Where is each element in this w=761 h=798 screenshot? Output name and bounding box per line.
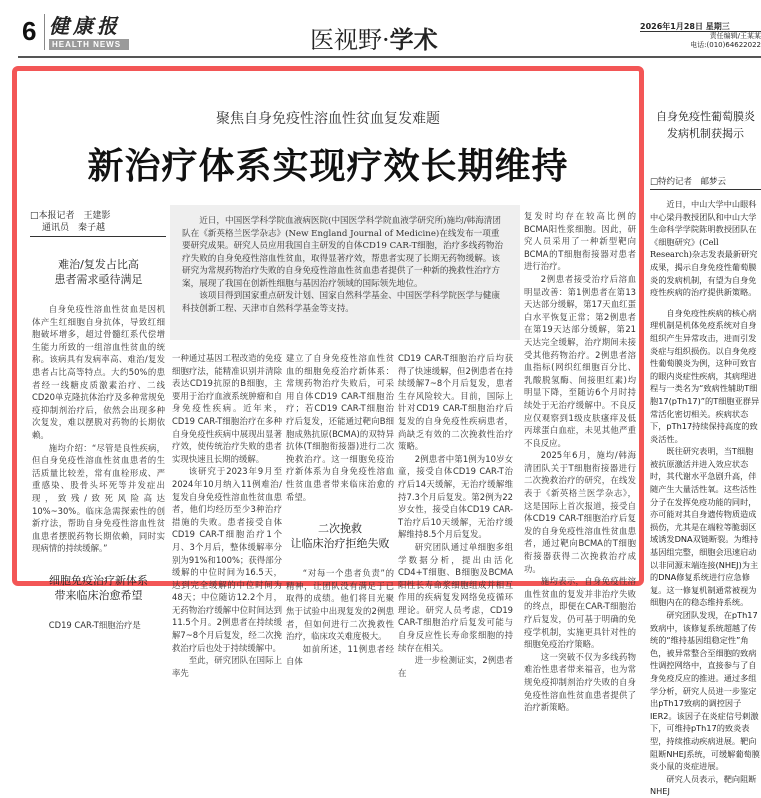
section-sub: 学术 (389, 26, 438, 54)
paragraph: 研究团队发现，在pTh17致病中，该修复系统超越了传统的“维持基因组稳定性”角色，被异常整合至细胞的致病性调控网络中，直接参与了自身免疫反应的推进。通过多组学分析，研究人员进一步鉴定出pTh17致病的调控因子IER2。该因子在炎症信号刺激下，可维持pTh17的致炎表型，持续推动疾病进展。靶向阻断NHEJ系统，可缓解葡萄膜炎小鼠的炎症进展。 (650, 610, 760, 772)
sidebar-body (650, 307, 761, 798)
article-headline: 新治疗体系实现疗效长期维持 (87, 146, 569, 187)
article-byline (30, 210, 166, 237)
newspaper-logo (44, 14, 128, 50)
sidebar-article (650, 108, 761, 798)
paragraph: 施均表示，自身免疫性溶血性贫血的复发并非治疗失败的终点，即便在CAR-T细胞治疗后复发，仍可基于明确的免疫学机制，实施更具针对性的细胞免疫治疗策略。 (524, 576, 636, 650)
paragraph: “对每一个患者负责”的精神，让团队没有满足于已取得的成绩。他们将目光聚焦于试验中出现复发的2例患者，但如何进行二次挽救性治疗，临床攻关难度极大。 (286, 568, 394, 642)
paragraph: 施均介绍：“尽管是良性疾病，但自身免疫性溶血性贫血患者的生活质量比较差，常有血栓形成、严重感染、股骨头坏死等并发症出现，致残/致死风险高达10%~30%。临床急需探索性的创新疗法，帮助自身免疫性溶血性贫血患者摆脱药物长期依赖，同时实现病情的持续缓解。” (32, 442, 165, 554)
paragraph: 2例患者中第1例为10岁女童，接受自体CD19 CAR-T治疗后14天缓解，无治疗缓解维持7.3个月后复发。第2例为22岁女性，接受自体CD19 CAR-T治疗后10天缓解，无治疗缓解维持8.5个月后复发。 (398, 453, 513, 540)
paragraph: 研究人员表示，靶向阻断NHEJ (650, 773, 757, 797)
section-name: 医视野 (310, 26, 382, 54)
paragraph: CD19 CAR-T细胞治疗是 (48, 619, 141, 630)
paragraph: 这一突破不仅为多线药物难治性患者带来福音，也为常规免疫抑制剂治疗失败的自身免疫性溶血性贫血患者提供了治疗新策略。 (524, 651, 636, 713)
paragraph: 既往研究表明，当T细胞被抗原激活并进入效应状态时，其代谢水平急剧升高，伴随产生大量活性氧。这些活性分子在发挥免疫功能的同时，亦可能对其自身遗传物质造成损伤，尤其是在端粒等脆弱区域诱发DNA双链断裂。为维持基因组完整，细胞会迅速启动以非同源末端连接(NHEJ)为主的DNA修复系统进行应急修复。这一修复机制通常被视为细胞内在的稳态维持系统。 (650, 446, 759, 608)
summary-paragraph: 近日，中国医学科学院血液病医院(中国医学科学院血液学研究所)施均/韩海清团队在《新英格兰医学杂志》(New England Journal of Medicine)在线发布一项重要研究成果。研究人员应用我国自主研发的自体CD19 CAR-T细胞，治疗多线药物治疗失败的自身免疫性溶血性贫血，取得显著疗效，帮患者实现了长期无药物缓解。该研究为常规药物治疗失败的自身免疫性溶血性贫血患者提供了一种新的挽救性治疗方案，展现了我国在创新性细胞与基因治疗领域的国际领先地位。 (182, 216, 504, 289)
paragraph: 复发时均存在较高比例的BCMA阳性浆细胞。因此，研究人员采用了一种新型靶向BCMA的T细胞衔接器对患者进行治疗。 (524, 211, 636, 272)
phone: 电话:(010)64622022 (690, 41, 761, 49)
paragraph: CD19 CAR-T细胞治疗后均获得了快速缓解，但2例患者在持续缓解7~8个月后复发，患者生存风险较大。目前，国际上针对CD19 CAR-T细胞治疗后复发的自身免疫性疾病患者，尚缺乏有效的二次挽救性治疗策略。 (398, 353, 513, 452)
subheading: 难治/复发占比高 患者需求亟待满足 (54, 258, 143, 286)
paragraph: 2025年6月，施均/韩海清团队关于T细胞衔接器进行二次挽救治疗的研究，在线发表于《新英格兰医学杂志》，这是国际上首次报道，接受自体CD19 CAR-T细胞治疗后复发的自身免疫性溶血性贫血患者，通过靶向BCMA的T细胞衔接器获得二次挽救治疗成功。 (524, 450, 636, 574)
article-summary (170, 205, 520, 340)
article-column-2 (172, 352, 282, 679)
byline-reporter: □本报记者 王建影 (30, 211, 111, 221)
logo-en: HEALTH NEWS (49, 39, 129, 50)
paragraph: 建立了自身免疫性溶血性贫血的细胞免疫治疗新体系：常规药物治疗失败后，可采用自体CD19 CAR-T细胞治疗；若CD19 CAR-T细胞治疗后复发，还能通过靶向B细胞成熟抗原(BCMA)的双特异抗体(T细胞衔接器)进行二次挽救治疗。这一细胞免疫治疗新体系为自身免疫性溶血性贫血患者带来临床治愈的希望。 (286, 353, 394, 502)
sidebar-lead (650, 198, 761, 299)
issue-date: 2026年1月28日 星期三 (640, 22, 761, 32)
subheading: 二次挽救 让临床治疗拒绝失败 (290, 522, 390, 551)
article-kicker: 聚焦自身免疫性溶血性贫血复发难题 (216, 111, 440, 127)
paragraph: 进一步检测证实，2例患者在 (398, 655, 513, 678)
paragraph: 自身免疫性疾病的核心病理机制是机体免疫系统对自身组织产生异常攻击，进而引发炎症与组织损伤。以自身免疫性葡萄膜炎为例，这种可致盲的眼内炎症性疾病，其病理进程与一类名为“致病性辅助T细胞17(pTh17)”的T细胞亚群异常活化密切相关。疾病状态下，pTh17持续保持高度的致炎活性。 (650, 307, 760, 444)
section-title (310, 20, 438, 55)
logo-cn: 健康报 (49, 14, 121, 38)
article-column-4 (398, 352, 513, 679)
byline-correspondent: 通讯员 秦子越 (42, 223, 106, 233)
date-block (640, 22, 761, 50)
editor: 责任编辑/王某某 (709, 32, 761, 40)
article-column-1 (32, 245, 165, 631)
paragraph: 该研究于2023年9月至2024年10月纳入11例难治/复发自身免疫性溶血性贫血患者，他们均经历至少3种治疗措施的失败。患者接受自体CD19 CAR-T细胞治疗1个月、3个月后，整体缓解率分别为91%和100%；获得部分缓解的中位时间为16.5天，达到完全缓解的中位时间为48天；中位随访12.2个月，无药物治疗缓解中位时间达到11.5个月。2例患者在持续缓解7~8个月后复发，经二次挽救治疗后也处于持续缓解中。 (172, 466, 282, 653)
subheading: 细胞免疫治疗新体系 带来临床治愈希望 (49, 573, 148, 602)
lead-paragraph: 近日，中山大学中山眼科中心梁丹教授团队和中山大学生命科学学院陈明教授团队在《细胞研究》(Cell Research)杂志发表最新研究成果，揭示自身免疫性葡萄膜炎的发病机制，有望为自身免疫性疾病的治疗提供新策略。 (650, 199, 758, 298)
sidebar-byline: □特约记者 邮梦云 (650, 176, 761, 190)
paragraph: 研究团队通过单细胞多组学数据分析，提出由活化CD4+T细胞、B细胞及BCMA阳性长寿命浆细胞组成并相互作用的疾病复发网络免疫循环理论。研究人员考虑，CD19 CAR-T细胞治疗后复发可能与自身反应性长寿命浆细胞的持续存在相关。 (398, 541, 513, 653)
paragraph: 至此，研究团队在国际上率先 (172, 655, 282, 678)
summary-paragraph: 该项目得到国家重点研发计划、国家自然科学基金、中国医学科学院医学与健康科技创新工程、天津市自然科学基金等支持。 (182, 291, 500, 314)
masthead-rule (18, 56, 761, 58)
paragraph: 2例患者接受治疗后溶血明显改善：第1例患者在第13天达部分缓解，第17天血红蛋白水平恢复正常；第2例患者在第19天达部分缓解，第21天达完全缓解，治疗期间未接受其他药物治疗。2例患者溶血指标(网织红细胞百分比、乳酸脱氢酶、间接胆红素)均明显下降，至随访6个月时持续处于无治疗缓解中。不良反应仅观察到1级皮肤瘙痒及低丙球蛋白血症，未见其他严重不良反应。 (524, 273, 636, 448)
paragraph: 一种通过基因工程改造的免疫细胞疗法，能精准识别并清除表达CD19抗原的B细胞，主要用于治疗血液系统肿瘤和自身免疫性疾病。近年来，CD19 CAR-T细胞治疗在多种自身免疫性疾病中展现出显著疗效，使传统治疗失败的患者实现快速且长期的缓解。 (172, 353, 282, 464)
sidebar-headline: 自身免疫性葡萄膜炎 发病机制获揭示 (656, 110, 755, 140)
article-column-5 (524, 210, 636, 714)
page-number: 6 (22, 16, 37, 46)
paragraph: 自身免疫性溶血性贫血是因机体产生红细胞自身抗体，导致红细胞破坏增多，超过骨髓红系代偿增生能力所致的一组溶血性贫血的统称。该病具有发病率高、难治/复发患者占比高等特点。大约50%的患者经一线糖皮质激素治疗、二线CD20单克隆抗体治疗及多种常规免疫抑制剂治疗后，依然会出现多种次复发，难以摆脱对药物的长期依赖。 (32, 304, 165, 440)
section-separator: · (382, 26, 390, 54)
article-column-3 (286, 352, 394, 668)
paragraph: 如前所述，11例患者经自体 (286, 643, 394, 667)
